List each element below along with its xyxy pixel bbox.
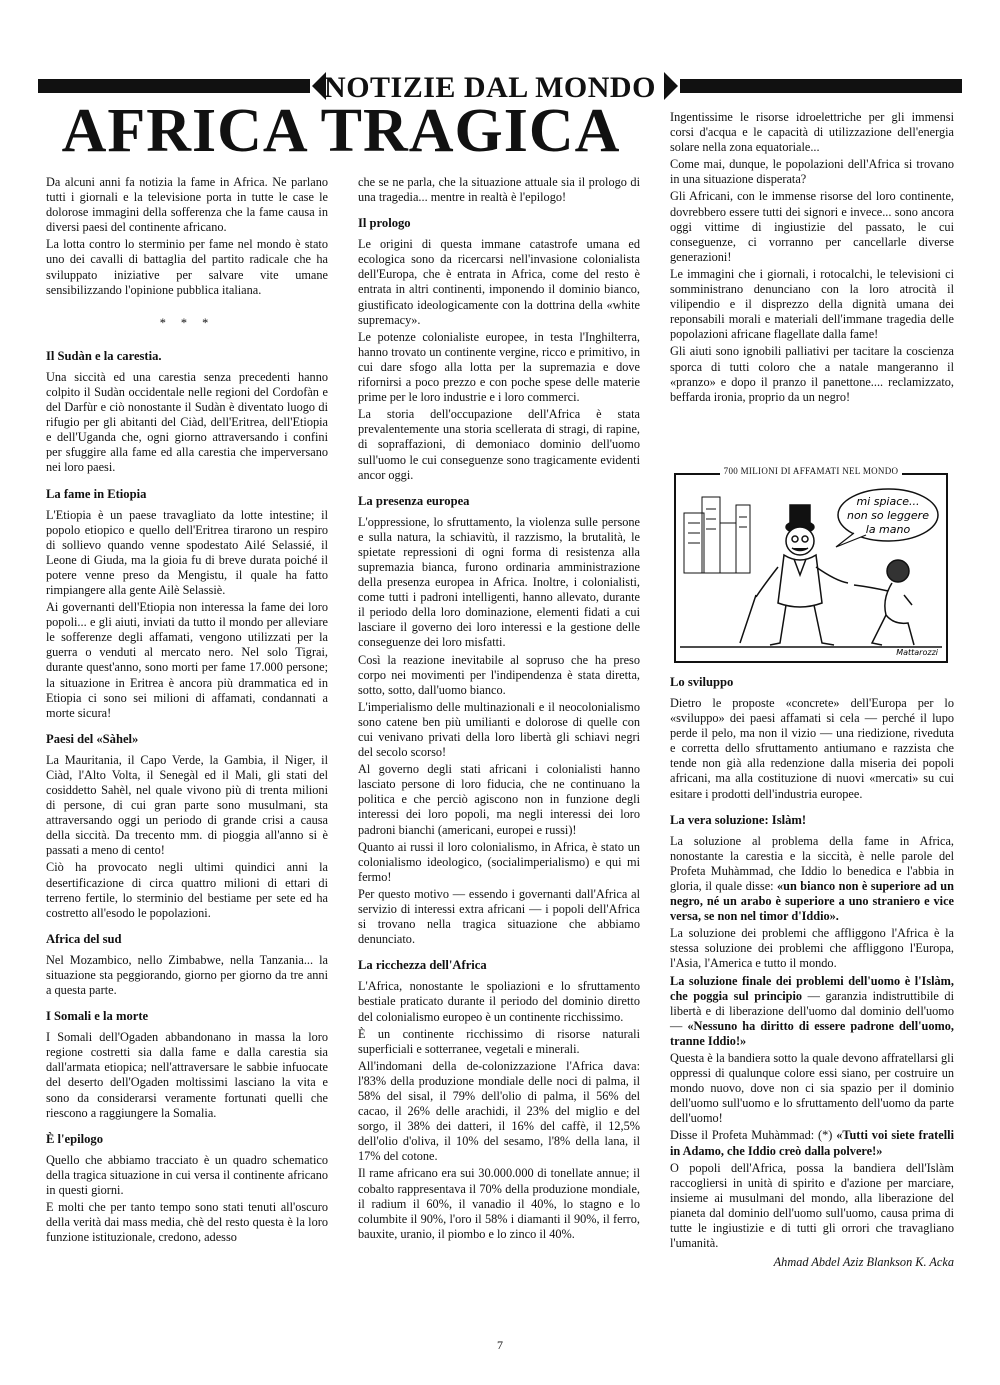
column-3-bottom xyxy=(670,675,954,1270)
paragraph: La Mauritania, il Capo Verde, la Gambia, il Niger, il Ciàd, l'Alto Volta, il Senegàl ed il Mali, gli stati del cosiddetto Sahèl, nel quale vivono più di trenta milioni di persone, di cui gran parte sono musulmani, sta attraversando oggi un periodo di grande crisi a causa della siccità. Da trecento mm. di pioggia all'anno si è passati a meno di cento! xyxy=(46,752,328,858)
artist-signature: Mattarozzi xyxy=(896,648,938,657)
speech-line-2: non so leggere xyxy=(847,509,929,522)
paragraph xyxy=(670,834,954,925)
article-title: AFRICA TRAGICA xyxy=(61,97,621,165)
section-heading: Lo sviluppo xyxy=(670,675,734,689)
paragraph: Il rame africano era sui 30.000.000 di tonellate annue; il cobalto rappresentava il 70% della produzione mondiale, il radium il 60%, il vanadio il 40%, lo stagno e lo columbite il 90%, l'oro il 58% i diamanti il 90%, il ferro, bauxite, uranio, il piombo e lo zinco il 40%. xyxy=(358,1166,640,1241)
paragraph: L'Africa, nonostante le spoliazioni e lo sfruttamento bestiale praticato durante il periodo del dominio diretto del colonialismo europeo è un continente ricchissimo. xyxy=(358,979,640,1024)
paragraph: La lotta contro lo sterminio per fame nel mondo è stato uno dei cavalli di battaglia del partito radicale che ha sviluppato iniziative per salvare vite umane sensibilizzando l'opinione pubblica italiana. xyxy=(46,237,328,297)
text-run: Disse il Profeta Muhàmmad: (*) xyxy=(670,1128,837,1143)
paragraph: Come mai, dunque, le popolazioni dell'Africa si trovano in una situazione disperata? xyxy=(670,157,954,187)
paragraph: Nel Mozambico, nello Zimbabwe, nella Tanzania... la situazione sta peggiorando, giorno per giorno da tre anni a questa parte. xyxy=(46,952,328,998)
section-heading: È l'epilogo xyxy=(46,1131,104,1146)
paragraph: Le origini di questa immane catastrofe umana ed ecologica sono da ricercarsi nell'invasione colonialista dell'Europa, che è entrata in Africa, come del resto è entrata in altri continenti, imponendo il dominio bianco, giustificato ideologicamente con la dottrina della «white supremacy». xyxy=(358,237,640,327)
author-signature: Ahmad Abdel Aziz Blankson K. Acka xyxy=(773,1255,954,1270)
paragraph xyxy=(670,974,954,1049)
paragraph: Gli aiuti sono ignobili palliativi per tacitare la coscienza sporca di tutti coloro che a natale mangeranno il «pranzo» e dopo il pranzo il panettone.... reclamizzato, beffarda ironia, proprio da un negro! xyxy=(670,344,954,404)
column-1 xyxy=(46,175,328,1247)
quote-bold: «Nessuno ha diritto di essere padrone dell'uomo, tranne Iddio!» xyxy=(670,1018,954,1048)
paragraph: È un continente ricchissimo di risorse naturali superficiali e sotterranee, vegetali e minerali. xyxy=(358,1026,640,1056)
section-heading: Il prologo xyxy=(358,216,411,231)
speech-line-1: mi spiace... xyxy=(856,495,920,508)
section-heading: Paesi del «Sàhel» xyxy=(46,731,139,746)
paragraph: Questa è la bandiera sotto la quale devono affratellarsi gli oppressi di qualunque colore essi siano, per costruire un mondo nuovo, dove non ci sia spazio per il dominio dell'uomo sull'uomo e lo sfruttamento dell'uomo da parte dell'uomo! xyxy=(670,1050,954,1126)
rich-man-figure xyxy=(740,505,848,645)
paragraph: Una siccità ed una carestia senza precedenti hanno colpito il Sudàn occidentale nelle regioni del Cordofàn e del Darfùr e ciò nonostante il Sudàn è diventato luogo di rifugio per gli abitanti del Ciàd, dell'Eritrea, dell'Etiopia e dell'Uganda che, ogni giorno attraversando i confini per sfuggire alla fame ed alla carestia che imperversano nei loro paesi. xyxy=(46,369,328,475)
section-heading: Il Sudàn e la carestia. xyxy=(46,348,162,363)
right-arrow-icon xyxy=(664,72,678,100)
paragraph: E molti che per tanto tempo sono stati tenuti all'oscuro della verità dai mass media, chè del resto questa è la loro funzione istituzionale, credono, adesso xyxy=(46,1199,328,1245)
paragraph: L'oppressione, lo sfruttamento, la violenza sulle persone e sulla natura, la schiavitù, il razzismo, la brutalità, le spietate repressioni di ogni forma di resistenza alla supremazia bianca, furono ordinaria amministrazione della presenza europea in Africa. Inoltre, i colonialisti, come tutti i padroni intelligenti, hanno allevato, durante il periodo della loro dominazione, elementi fidati a cui lasciare il governo dei loro interessi e la gestione delle conseguenze dei loro misfatti. xyxy=(358,514,640,650)
statement-bold: La soluzione finale dei problemi dell'uomo è l'Islàm, che poggia sul principio xyxy=(670,973,954,1003)
paragraph: All'indomani della de-colonizzazione l'Africa dava: l'83% della produzione mondiale delle noci di palma, il 58% del sisal, il 79% dell'olio di palma, il 56% del cacao, il 26% delle arachidi, il 23% del miglio e del sorgo, il 38% dei datteri, il 16% del caffè, il 12,5% dell'olio d'oliva, il 10% del sesamo, l'8% della lana, il 17% del cotone. xyxy=(358,1058,640,1164)
paragraph: L'imperialismo delle multinazionali e il neocolonialismo sono catene ben più umilianti e dolorose di quelle con cui venivano privati della loro libertà gli schiavi negri del secolo scorso! xyxy=(358,699,640,760)
starving-figure xyxy=(854,560,914,645)
section-heading: La fame in Etiopia xyxy=(46,486,147,501)
cartoon-caption: 700 MILIONI DI AFFAMATI NEL MONDO xyxy=(676,466,946,476)
paragraph: che se ne parla, che la situazione attuale sia il prologo di una tragedia... mentre in realtà è l'epilogo! xyxy=(358,175,640,205)
paragraph xyxy=(670,1128,954,1158)
paragraph: Per questo motivo — essendo i governanti dall'Africa al servizio di interessi extra africani — i popoli dell'Africa si trovano nella tragica situazione che abbiamo denunciato. xyxy=(358,886,640,947)
header-rule-left xyxy=(38,79,310,93)
cartoon-drawing xyxy=(676,475,946,661)
section-heading: La ricchezza dell'Africa xyxy=(358,958,487,973)
quote-bold: «Tutti voi siete fratelli in Adamo, che Iddio creò dalla polvere!» xyxy=(670,1128,954,1158)
paragraph: Le immagini che i giornali, i rotocalchi, le televisioni ci somministrano denunciano con la loro atrocità il vilipendio e il disprezzo della dignità umana dei reponsabili morali e materiali dell'immane tragedia delle popolazioni africane flagellate dalla fame! xyxy=(670,266,954,342)
paragraph: Gli Africani, con le immense risorse del loro continente, dovrebbero essere tutti dei signori e invece... sono ancora oggi vittime di ingiustizie del passato, le cui conseguenze, ci vorranno per cancellarle diverse generazioni! xyxy=(670,189,954,264)
quote-bold: «un bianco non è superiore ad un negro, né un arabo è superiore a uno straniero e vice versa, se non nel timor d'Iddio». xyxy=(670,878,954,924)
section-separator: * * * xyxy=(159,315,215,330)
paragraph: Ciò ha provocato negli ultimi quindici anni la desertificazione di circa quattro milioni di ettari di terreno fertile, lo sterminio del bestiame per sete ed ha costretto all'esodo le popolazioni. xyxy=(46,860,328,920)
paragraph: Quello che abbiamo tracciato è un quadro schematico della tragica situazione in cui versa il continente africano in questi giorni. xyxy=(46,1152,328,1197)
paragraph: Al governo degli stati africani i colonialisti hanno lasciato persone di loro fiducia, che ne continuano la politica e che perciò agiscono non in funzione degli interessi dei loro popoli, ma negli interessi dei loro padroni bianchi (americani, europei e russi)! xyxy=(358,762,640,837)
section-heading: Africa del sud xyxy=(46,931,122,946)
text-run: La soluzione al problema della fame in Africa, nonostante la carestia e la siccità, è nelle parole del Profeta Muhàmmad, che Iddio lo benedica e l'abbia in gloria, il quale disse: xyxy=(670,833,954,893)
column-2 xyxy=(358,175,640,1244)
paragraph: Ai governanti dell'Etiopia non interessa la fame dei loro popoli... e gli aiuti, inviati da tutto il mondo per alleviare le sofferenze degli affamati, vengono utilizzati per la guerra o venduti al mercato nero. Nel solo Tigrai, durante quest'anno, sono morti per fame 17.000 persone; la situazione in Eritrea è ancora più drammatica ed in Etiopia ci sono sei milioni di affamati, condannati a morte sicura! xyxy=(46,600,328,720)
paragraph: La storia dell'occupazione dell'Africa è stata prevalentemente una storia scellerata di stragi, di rapine, di sopraffazioni, di demoniaco dominio dell'uomo sull'uomo le cui conseguenze sono tragicamente evidenti ancor oggi. xyxy=(358,407,640,482)
section-kicker: NOTIZIE DAL MONDO xyxy=(324,71,656,104)
speech-line-3: la mano xyxy=(865,523,911,536)
page-number: 7 xyxy=(497,1338,503,1352)
section-heading: La vera soluzione: Islàm! xyxy=(670,812,807,827)
paragraph: L'Etiopia è un paese travagliato da lotte intestine; il popolo etiopico e quello dell'Eritrea tirarono un respiro di sollievo quando venne spodestato Ailé Selassié, il Leone di Giuda, ma la gioia fu di breve durata poiché il potere venne preso da Mengistu, il quale ha fatto rimpiangere alla gente Ailè Selassiè. xyxy=(46,507,328,597)
text-run: — garanzia indistruttibile di libertà e di liberazione dell'uomo dal dominio dell'uomo — xyxy=(670,988,954,1033)
paragraph: Dietro le proposte «concrete» dell'Europa per lo «sviluppo» dei paesi affamati si cela — perché il lupo perde il pelo, ma non il vizio — una riedizione, riveduta e corretta dello sfruttamento antiumano e razzista che tende non già alla redenzione dalla miseria dei popoli africani, ma alla costituzione di nuovi «mercati» su cui esitare i prodotti dell'industria europee. xyxy=(670,696,954,801)
paragraph: Le potenze colonialiste europee, in testa l'Inghilterra, hanno trovato un continente vergine, ricco e primitivo, in cui dare sfogo alla lotta per la supremazia e dove rifornirsi a poco prezzo e con poche spese delle materie prime per le loro industrie e i loro commerci. xyxy=(358,329,640,405)
section-heading: La presenza europea xyxy=(358,493,470,508)
paragraph: La soluzione dei problemi che affliggono l'Africa è la stessa soluzione dei problemi che affliggono l'Europa, l'Asia, l'America e tutto il mondo. xyxy=(670,926,954,971)
city-skyline-icon xyxy=(684,497,750,573)
paragraph: Quanto ai russi il loro colonialismo, in Africa, è stato un colonialismo ideologico, (socialimperialismo) e qui mi fermo! xyxy=(358,839,640,884)
cartoon-illustration xyxy=(674,466,948,663)
paragraph: Ingentissime le risorse idroelettriche per gli immensi corsi d'acqua e le capacità di utilizzazione dell'energia solare nella zona equatoriale... xyxy=(670,110,954,155)
paragraph: Così la reazione inevitabile al sopruso che ha preso corpo nei movimenti per l'indipendenza è stata diretta, sotto, sotto, dall'uomo bianco. xyxy=(358,652,640,697)
column-3-top xyxy=(670,110,954,407)
section-heading: I Somali e la morte xyxy=(46,1009,149,1024)
paragraph: O popoli dell'Africa, possa la bandiera dell'Islàm raccogliersi in unità di spirito e d'azione per marciare, insieme ai musulmani del mondo, alla liberazione del pianeta dal dominio dell'uomo sull'uomo, causa prima di tutte le ingiustizie e di tutti gli orrori che travagliano l'umanità. xyxy=(670,1160,954,1251)
paragraph: I Somali dell'Ogaden abbandonano in massa la loro regione costretti sia dalla fame e dalla carestia sia dall'armata etiopica; nell'attraversare le sabbie infuocate del deserto dell'Ogaden moltissimi lasciano la vita e sono da considerarsi veramente fortunati quelli che riescono a raggiungere la Somalia. xyxy=(46,1030,328,1120)
paragraph: Da alcuni anni fa notizia la fame in Africa. Ne parlano tutti i giornali e la televisione porta in tutte le case le dolorose immagini della sofferenza che la fame causa in diversi paesi del continente africano. xyxy=(46,175,328,235)
header-rule-right xyxy=(680,79,962,93)
